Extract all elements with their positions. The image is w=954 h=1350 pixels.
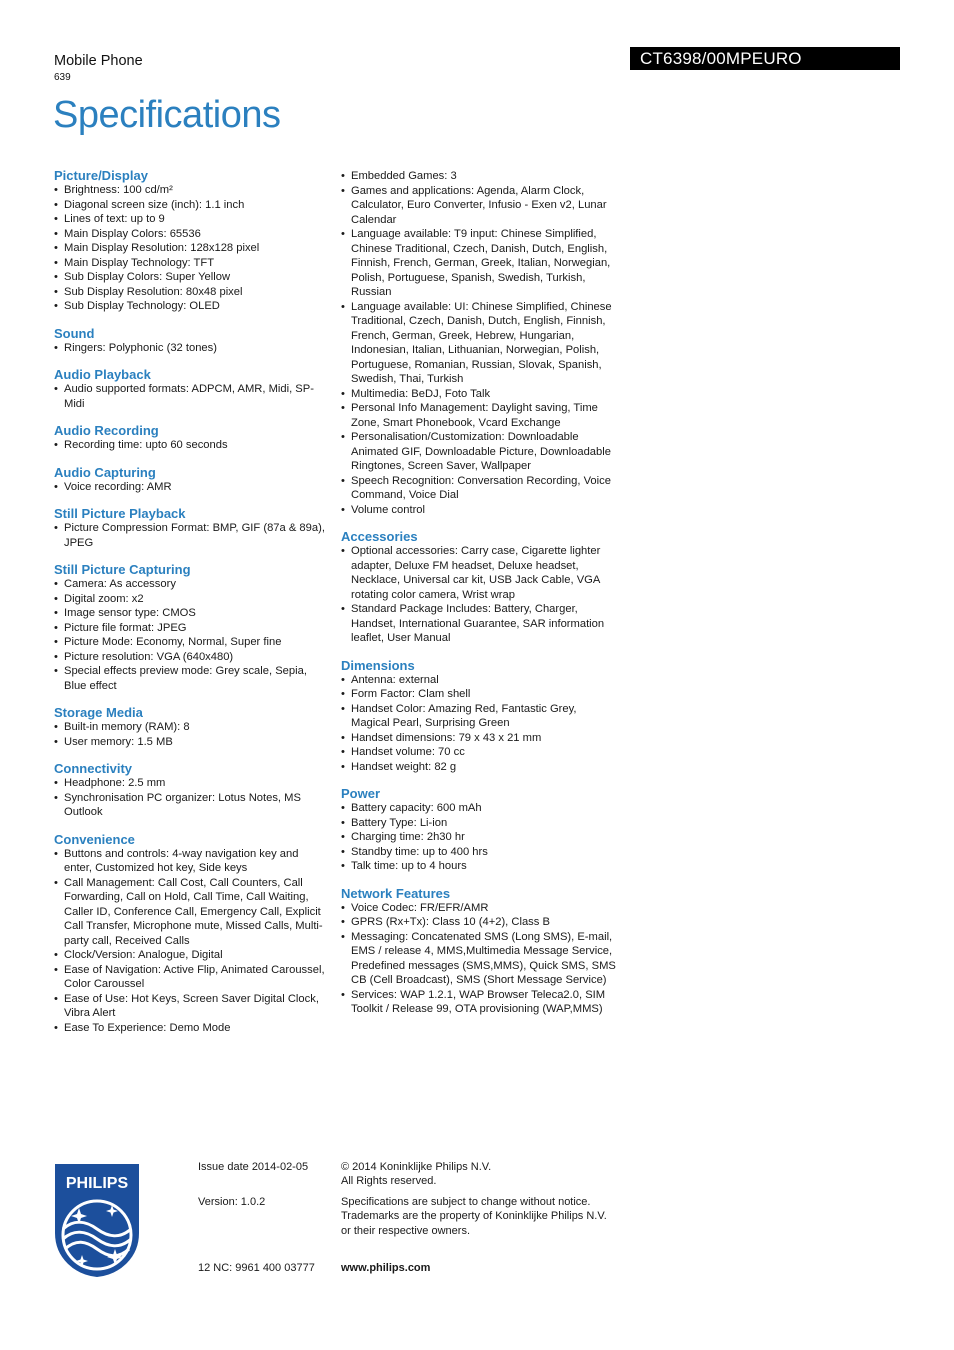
logo-text: PHILIPS [65, 1175, 129, 1192]
spec-item: • Ease To Experience: Demo Mode [54, 1021, 329, 1036]
spec-item: • Battery capacity: 600 mAh [341, 801, 616, 816]
spec-item: • Messaging: Concatenated SMS (Long SMS), E-mail, EMS / release 4, MMS,Multimedia Message Service, Predefined messages (SMS,MMS), Quick SMS, SMS CB (Cell Broadcast), SMS (Short Message Service) [341, 930, 616, 988]
spec-item: • Picture file format: JPEG [54, 621, 329, 636]
section-title: Audio Capturing [54, 464, 156, 480]
section-title: Power [341, 786, 381, 801]
spec-section [54, 367, 329, 411]
spec-item: • Headphone: 2.5 mm [54, 776, 329, 791]
section-title: Still Picture Playback [54, 506, 186, 521]
spec-item: • Talk time: up to 4 hours [341, 859, 616, 874]
spec-item: • Voice Codec: FR/EFR/AMR [341, 901, 616, 916]
spec-section [54, 761, 329, 820]
section-title: Convenience [54, 831, 135, 847]
section-title: Network Features [341, 885, 451, 901]
spec-item: • Synchronisation PC organizer: Lotus Notes, MS Outlook [54, 791, 329, 820]
spec-item: • Ringers: Polyphonic (32 tones) [54, 341, 329, 356]
spec-item: • User memory: 1.5 MB [54, 735, 329, 750]
spec-section [341, 529, 616, 646]
spec-item: • Language available: UI: Chinese Simplified, Chinese Traditional, Czech, Danish, Dutch, English, Finnish, French, German, Greek, Hebrew, Hungarian, Indonesian, Italian, Lithuanian, Norwegian, Polish, Portuguese, Romanian, Russian, Slovak, Spanish, Swedish, Thai, Turkish [341, 300, 616, 387]
spec-section [54, 705, 329, 749]
spec-item: • Handset volume: 70 cc [341, 745, 616, 760]
spec-item: • Multimedia: BeDJ, Foto Talk [341, 387, 616, 402]
spec-list [341, 801, 616, 874]
spec-list [54, 720, 329, 749]
product-number: 639 [54, 72, 71, 83]
spec-section [341, 169, 616, 517]
spec-item: • Services: WAP 1.2.1, WAP Browser Teleca2.0, SIM Toolkit / Release 99, OTA provisioning (WAP,MMS) [341, 988, 616, 1017]
spec-section [54, 326, 329, 356]
spec-item: • Special effects preview mode: Grey scale, Sepia, Blue effect [54, 664, 329, 693]
spec-item: • Antenna: external [341, 673, 616, 688]
spec-item: • Handset dimensions: 79 x 43 x 21 mm [341, 731, 616, 746]
spec-item: • Camera: As accessory [54, 577, 329, 592]
section-title: Still Picture Capturing [54, 562, 191, 577]
spec-item: • Sub Display Technology: OLED [54, 299, 329, 314]
spec-section [54, 168, 329, 314]
spec-item: • GPRS (Rx+Tx): Class 10 (4+2), Class B [341, 915, 616, 930]
model-number-box: CT6398/00MPEURO [630, 47, 900, 70]
spec-list [54, 438, 329, 453]
spec-item: • Main Display Technology: TFT [54, 256, 329, 271]
spec-list [341, 673, 616, 775]
spec-item: • Optional accessories: Carry case, Cigarette lighter adapter, Deluxe FM headset, Deluxe headset, Necklace, Universal car kit, USB Jack Cable, VGA rotating color camera, Wrist wrap [341, 544, 616, 602]
issue-date: Issue date 2014-02-05 [198, 1161, 309, 1173]
spec-item: • Lines of text: up to 9 [54, 212, 329, 227]
philips-shield-logo [54, 1163, 140, 1278]
spec-item: • Games and applications: Agenda, Alarm Clock, Calculator, Euro Converter, Infusio - Exen v2, Lunar Calendar [341, 184, 616, 228]
spec-list [54, 341, 329, 356]
right-column [341, 169, 616, 1017]
website-link[interactable]: www.philips.com [341, 1262, 431, 1274]
spec-item: • Battery Type: Li-ion [341, 816, 616, 831]
spec-item: • Speech Recognition: Conversation Recording, Voice Command, Voice Dial [341, 474, 616, 503]
section-title: Accessories [341, 529, 418, 544]
spec-item: • Personal Info Management: Daylight saving, Time Zone, Smart Phonebook, Vcard Exchange [341, 401, 616, 430]
spec-item: • Call Management: Call Cost, Call Counters, Call Forwarding, Call on Hold, Call Time, Call Waiting, Caller ID, Conference Call, Emergency Call, Explicit Call Transfer, Microphone mute, Missed Calls, Multi-party call, Received Calls [54, 876, 329, 949]
spec-list [54, 577, 329, 693]
spec-section [54, 465, 329, 495]
spec-list [54, 776, 329, 820]
spec-item: • Recording time: upto 60 seconds [54, 438, 329, 453]
spec-item: • Picture Mode: Economy, Normal, Super fine [54, 635, 329, 650]
spec-item: • Image sensor type: CMOS [54, 606, 329, 621]
spec-list [341, 544, 616, 646]
spec-item: • Digital zoom: x2 [54, 592, 329, 607]
spec-item: • Voice recording: AMR [54, 480, 329, 495]
spec-item: • Charging time: 2h30 hr [341, 830, 616, 845]
notice-line-2: Trademarks are the property of Koninklijke Philips N.V. [341, 1210, 607, 1222]
section-title: Picture/Display [54, 168, 148, 183]
spec-section [54, 506, 329, 550]
product-name: Mobile Phone [54, 53, 143, 69]
spec-item: • Handset weight: 82 g [341, 760, 616, 775]
spec-section [341, 786, 616, 874]
section-title: Connectivity [54, 761, 133, 776]
version: Version: 1.0.2 [198, 1196, 266, 1208]
spec-item: • Language available: T9 input: Chinese Simplified, Chinese Traditional, Czech, Danish, Dutch, English, Finnish, French, German, Greek, Italian, Norwegian, Polish, Portuguese, Spanish, Swedish, Turkish, Russian [341, 227, 616, 300]
spec-list [54, 183, 329, 314]
left-column [54, 168, 329, 1035]
spec-item: • Sub Display Colors: Super Yellow [54, 270, 329, 285]
spec-section [54, 832, 329, 1036]
spec-section [341, 886, 616, 1017]
spec-item: • Audio supported formats: ADPCM, AMR, Midi, SP-Midi [54, 382, 329, 411]
spec-item: • Picture resolution: VGA (640x480) [54, 650, 329, 665]
section-title: Dimensions [341, 657, 415, 673]
spec-item: • Handset Color: Amazing Red, Fantastic Grey, Magical Pearl, Surprising Green [341, 702, 616, 731]
spec-item: • Standard Package Includes: Battery, Charger, Handset, International Guarantee, SAR information leaflet, User Manual [341, 602, 616, 646]
twelve-nc: 12 NC: 9961 400 03777 [198, 1262, 315, 1274]
spec-section [54, 562, 329, 693]
spec-item: • Form Factor: Clam shell [341, 687, 616, 702]
spec-item: • Buttons and controls: 4-way navigation key and enter, Customized hot key, Side keys [54, 847, 329, 876]
section-title: Audio Recording [54, 423, 159, 438]
spec-item: • Volume control [341, 503, 616, 518]
spec-item: • Main Display Colors: 65536 [54, 227, 329, 242]
notice-line-1: Specifications are subject to change without notice. [341, 1196, 591, 1208]
spec-item: • Personalisation/Customization: Downloadable Animated GIF, Downloadable Picture, Downloadable Ringtones, Screen Saver, Wallpaper [341, 430, 616, 474]
spec-list [54, 480, 329, 495]
copyright-line-2: All Rights reserved. [341, 1175, 437, 1187]
section-title: Storage Media [54, 705, 143, 720]
spec-item: • Sub Display Resolution: 80x48 pixel [54, 285, 329, 300]
spec-list [54, 521, 329, 550]
spec-item: • Main Display Resolution: 128x128 pixel [54, 241, 329, 256]
spec-item: • Ease of Navigation: Active Flip, Animated Caroussel, Color Caroussel [54, 963, 329, 992]
copyright-line-1: © 2014 Koninklijke Philips N.V. [341, 1161, 492, 1173]
notice-line-3: or their respective owners. [341, 1225, 470, 1237]
spec-item: • Ease of Use: Hot Keys, Screen Saver Digital Clock, Vibra Alert [54, 992, 329, 1021]
spec-section [341, 658, 616, 775]
spec-section [54, 423, 329, 453]
section-title: Sound [54, 325, 95, 341]
spec-item: • Diagonal screen size (inch): 1.1 inch [54, 198, 329, 213]
spec-item: • Built-in memory (RAM): 8 [54, 720, 329, 735]
spec-item: • Picture Compression Format: BMP, GIF (87a & 89a), JPEG [54, 521, 329, 550]
spec-list [54, 847, 329, 1036]
spec-item: • Clock/Version: Analogue, Digital [54, 948, 329, 963]
spec-list [54, 382, 329, 411]
spec-list [341, 901, 616, 1017]
spec-item: • Standby time: up to 400 hrs [341, 845, 616, 860]
spec-item: • Brightness: 100 cd/m² [54, 183, 329, 198]
section-title: Audio Playback [54, 367, 151, 382]
page-title: Specifications [53, 94, 281, 136]
spec-list [341, 169, 616, 517]
spec-item: • Embedded Games: 3 [341, 169, 616, 184]
